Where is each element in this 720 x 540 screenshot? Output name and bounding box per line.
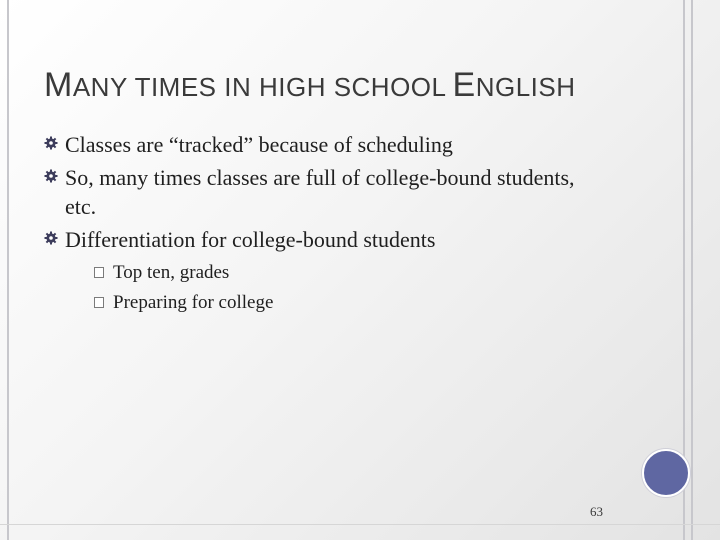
decorative-circle [642,449,690,497]
checkbox-icon [94,267,104,278]
title-part-2: NGLISH [475,72,576,102]
slide-title [44,66,576,105]
bullet-item [44,225,604,254]
bullet-text: Classes are “tracked” because of scheduling [65,132,453,157]
bullet-text: So, many times classes are full of college-bound students, etc. [65,165,575,219]
checkbox-icon [94,297,104,308]
gear-icon [44,136,58,150]
sub-bullet-item [94,258,604,288]
bottom-border-line [0,524,720,525]
title-initial-1: M [44,66,73,104]
sub-bullet-text: Preparing for college [113,292,274,313]
bullet-list [44,130,604,318]
sub-bullet-list [44,258,604,318]
title-initial-2: E [452,66,476,104]
gear-icon [44,231,58,245]
page-number: 63 [590,504,603,519]
sub-bullet-text: Top ten, grades [113,262,230,283]
gear-icon [44,169,58,183]
title-part-1: ANY TIMES IN HIGH SCHOOL [72,72,447,102]
right-border-line-outer [691,0,693,540]
sub-bullet-item [94,288,604,318]
bullet-item [44,130,604,159]
bullet-text: Differentiation for college-bound students [65,227,436,252]
left-border-line [7,0,9,540]
bullet-item [44,163,604,221]
